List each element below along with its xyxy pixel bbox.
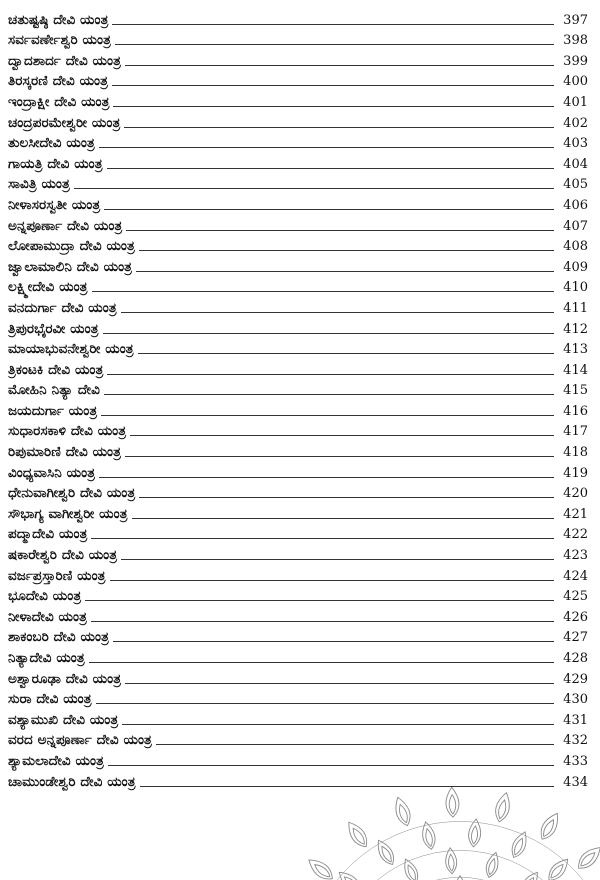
toc-page-number: 409 [563, 259, 588, 275]
toc-entry-title: ವನದುರ್ಗಾ ದೇವಿ ಯಂತ್ರ [8, 300, 121, 317]
lotus-petal [373, 837, 397, 867]
toc-entry [8, 216, 588, 237]
toc-entry-title: ಸೌಭಾಗ್ಯ ವಾಗೀಶ್ವರೀ ಯಂತ್ರ [8, 506, 132, 523]
toc-page-number: 404 [563, 156, 588, 172]
toc-entry-title: ಸಾವಿತ್ರಿ ಯಂತ್ರ [8, 176, 74, 193]
toc-entry-title: ಅನ್ನಪೂರ್ಣಾ ದೇವಿ ಯಂತ್ರ [8, 218, 126, 235]
toc-entry [8, 463, 588, 484]
toc-entry [8, 360, 588, 381]
toc-entry [8, 278, 588, 299]
toc-page-number: 408 [563, 239, 588, 255]
dot-leader [8, 662, 554, 663]
toc-entry [8, 669, 588, 690]
toc-entry [8, 525, 588, 546]
toc-page-number: 403 [563, 136, 588, 152]
toc-entry [8, 381, 588, 402]
toc-page-number: 414 [563, 362, 588, 378]
toc-entry-title: ಮೋಹಿನಿ ನಿತ್ಯಾ ದೇವಿ [8, 382, 104, 399]
lotus-petal [508, 829, 530, 859]
toc-entry-title: ಚಾಮುಂಡೇಶ್ವರಿ ದೇವಿ ಯಂತ್ರ [8, 774, 140, 791]
toc-entry [8, 134, 588, 155]
toc-entry-title: ಅಶ್ವಾರೂಢಾ ದೇವಿ ಯಂತ್ರ [8, 671, 125, 688]
lotus-petal [445, 847, 458, 874]
toc-entry [8, 566, 588, 587]
toc-entry [8, 113, 588, 134]
toc-entry [8, 484, 588, 505]
toc-entry [8, 319, 588, 340]
toc-page-number: 412 [563, 321, 588, 337]
toc-entry [8, 710, 588, 731]
toc-entry [8, 340, 588, 361]
toc-entry-title: ವಿಂಧ್ಯವಾಸಿನಿ ಯಂತ್ರ [8, 465, 99, 482]
toc-page-number: 398 [563, 33, 588, 49]
toc-page-number: 397 [563, 12, 588, 28]
toc-page-number: 418 [563, 445, 588, 461]
toc-entry-title: ತುಲಸೀದೇವಿ ಯಂತ್ರ [8, 135, 99, 152]
toc-entry-title: ಶ್ಯಾಮಲಾದೇವಿ ಯಂತ್ರ [8, 753, 108, 770]
lotus-petal [335, 868, 364, 880]
toc-page-number: 410 [563, 280, 588, 296]
toc-page-number: 406 [563, 197, 588, 213]
lotus-petal [574, 843, 600, 873]
toc-entry-title: ಲೋಪಾಮುದ್ರಾ ದೇವಿ ಯಂತ್ರ [8, 238, 139, 255]
toc-page-number: 432 [563, 733, 588, 749]
toc-page-number: 421 [563, 506, 588, 522]
toc-entry [8, 257, 588, 278]
toc-page-number: 420 [563, 486, 588, 502]
toc-entry [8, 10, 588, 31]
toc-entry [8, 690, 588, 711]
toc-page-number: 405 [563, 177, 588, 193]
toc-entry-title: ಸರ್ವವರ್ಣೇಶ್ವರಿ ಯಂತ್ರ [8, 32, 115, 49]
toc-entry-title: ಭೂದೇವಿ ಯಂತ್ರ [8, 588, 85, 605]
toc-entry [8, 154, 588, 175]
toc-entry [8, 237, 588, 258]
toc-page-number: 411 [563, 300, 588, 316]
toc-page-number: 402 [563, 115, 588, 131]
toc-page-number: 413 [563, 342, 588, 358]
toc-entry-title: ಚತುಷ್ಟಷ್ಠಿ ದೇವಿ ಯಂತ್ರ [8, 12, 112, 29]
lotus-petal [343, 819, 371, 851]
toc-page-number: 407 [563, 218, 588, 234]
toc-page-number: 417 [563, 424, 588, 440]
toc-entry-title: ಸುರಾ ದೇವಿ ಯಂತ್ರ [8, 691, 96, 708]
lotus-petal [537, 810, 563, 842]
toc-page-number: 424 [563, 568, 588, 584]
lotus-petal [420, 821, 438, 851]
toc-entry-title: ನಿತ್ಯಾದೇವಿ ಯಂತ್ರ [8, 650, 89, 667]
toc-page-number: 426 [563, 609, 588, 625]
toc-entry [8, 751, 588, 772]
toc-entry-title: ವರ್ಜಪ್ರಸ್ತಾರಿಣಿ ಯಂತ್ರ [8, 568, 110, 585]
toc-entry [8, 628, 588, 649]
toc-entry [8, 648, 588, 669]
toc-entry [8, 587, 588, 608]
toc-entry-title: ತ್ರಿಪುರಭೈರವೀ ಯಂತ್ರ [8, 321, 103, 338]
lotus-petal [305, 855, 337, 880]
toc-page-number: 401 [563, 94, 588, 110]
lotus-petal [493, 791, 513, 823]
toc-entry [8, 731, 588, 752]
toc-page-number: 400 [563, 74, 588, 90]
toc-entry-title: ಜಯದುರ್ಗಾ ಯಂತ್ರ [8, 403, 101, 420]
toc-entry-title: ಧೇನುವಾಗೀಶ್ವರಿ ದೇವಿ ಯಂತ್ರ [8, 485, 139, 502]
toc-entry-title: ಪದ್ಮಾದೇವಿ ಯಂತ್ರ [8, 526, 91, 543]
lotus-petal [545, 855, 573, 880]
toc-entry-title: ವಶ್ಯಾಮುಖಿ ದೇವಿ ಯಂತ್ರ [8, 712, 122, 729]
toc-entry [8, 92, 588, 113]
table-of-contents [8, 10, 588, 793]
toc-page-number: 431 [563, 712, 588, 728]
toc-page-number: 423 [563, 548, 588, 564]
toc-entry-title: ದ್ವಾದಶಾರ್ದ ದೇವಿ ಯಂತ್ರ [8, 53, 125, 70]
toc-entry-title: ವರದ ಅನ್ನಪೂರ್ಣಾ ದೇವಿ ಯಂತ್ರ [8, 732, 156, 749]
toc-entry [8, 51, 588, 72]
toc-page-number: 430 [563, 692, 588, 708]
toc-entry-title: ತ್ರಿಕಂಟಕಿ ದೇವಿ ಯಂತ್ರ [8, 362, 107, 379]
toc-entry-title: ಜ್ವಾಲಾಮಾಲಿನಿ ದೇವಿ ಯಂತ್ರ [8, 259, 136, 276]
lotus-petal [392, 795, 414, 828]
toc-page-number: 434 [563, 774, 588, 790]
toc-entry-title: ತಿರಸ್ಕರಣಿ ದೇವಿ ಯಂತ್ರ [8, 73, 112, 90]
toc-page-number: 415 [563, 383, 588, 399]
lotus-petal [484, 851, 502, 879]
toc-entry-title: ಸುಧಾರಸಕಾಳಿ ದೇವಿ ಯಂತ್ರ [8, 423, 130, 440]
toc-entry-title: ಚಂದ್ರಪರಮೇಶ್ವರೀ ಯಂತ್ರ [8, 115, 124, 132]
dot-leader [8, 188, 554, 189]
toc-entry [8, 504, 588, 525]
toc-entry [8, 175, 588, 196]
toc-entry-title: ಗಾಯತ್ರಿ ದೇವಿ ಯಂತ್ರ [8, 156, 107, 173]
toc-entry [8, 607, 588, 628]
toc-entry [8, 545, 588, 566]
toc-page-number: 429 [563, 671, 588, 687]
toc-entry [8, 401, 588, 422]
toc-entry-title: ಇಂದ್ರಾಕ್ಷೀ ದೇವಿ ಯಂತ್ರ [8, 94, 113, 111]
toc-entry [8, 72, 588, 93]
lotus-petal [455, 876, 465, 880]
toc-page-number: 416 [563, 403, 588, 419]
toc-entry [8, 195, 588, 216]
toc-page-number: 427 [563, 630, 588, 646]
toc-entry-title: ರಿಪುಮಾರಿಣಿ ದೇವಿ ಯಂತ್ರ [8, 444, 125, 461]
toc-entry-title: ಲಕ್ಷ್ಮೀದೇವಿ ಯಂತ್ರ [8, 279, 92, 296]
dot-leader [8, 600, 554, 601]
toc-entry-title: ಷಕಾರೇಶ್ವರಿ ದೇವಿ ಯಂತ್ರ [8, 547, 121, 564]
toc-entry-title: ನೀಳಾದೇವಿ ಯಂತ್ರ [8, 609, 91, 626]
toc-entry [8, 422, 588, 443]
toc-entry-title: ಶಾಕಂಬರಿ ದೇವಿ ಯಂತ್ರ [8, 629, 113, 646]
toc-entry [8, 442, 588, 463]
toc-entry [8, 31, 588, 52]
toc-page-number: 425 [563, 589, 588, 605]
toc-page-number: 428 [563, 651, 588, 666]
lotus-petal [445, 787, 459, 818]
toc-page-number: 433 [563, 753, 588, 769]
toc-entry-title: ಮಾಯಾಭುವನೇಶ್ವರೀ ಯಂತ್ರ [8, 341, 138, 358]
toc-entry [8, 298, 588, 319]
toc-entry-title: ನೀಳಾಸರಸ್ವತೀ ಯಂತ್ರ [8, 197, 104, 214]
toc-page-number: 419 [563, 465, 588, 481]
toc-page-number: 399 [563, 53, 588, 69]
toc-page-number: 422 [563, 527, 588, 543]
